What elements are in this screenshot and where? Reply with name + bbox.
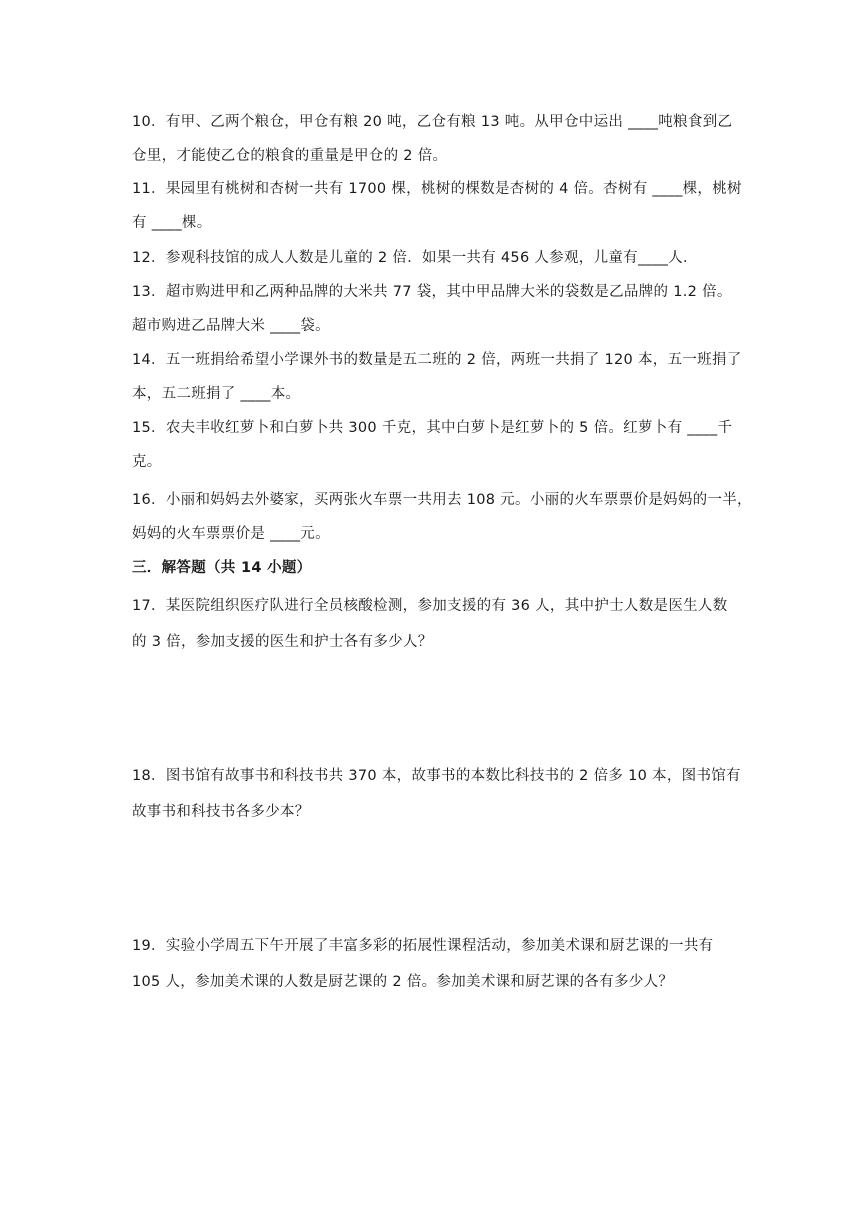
question-16-line-1: 16．小丽和妈妈去外婆家，买两张火车票一共用去 108 元。小丽的火车票票价是妈妈的一半， <box>132 492 752 508</box>
question-15-line-1: 15．农夫丰收红萝卜和白萝卜共 300 千克，其中白萝卜是红萝卜的 5 倍。红萝卜有 ____千 <box>132 420 733 436</box>
question-16-line-2: 妈妈的火车票票价是 ____元。 <box>132 526 330 542</box>
section-heading: 三．解答题（共 14 小题） <box>132 560 312 576</box>
question-11-line-1: 11．果园里有桃树和杏树一共有 1700 棵，桃树的棵数是杏树的 4 倍。杏树有 ____棵，桃树 <box>132 181 742 197</box>
question-10-line-1: 10．有甲、乙两个粮仓，甲仓有粮 20 吨，乙仓有粮 13 吨。从甲仓中运出 ____吨粮食到乙 <box>132 114 733 130</box>
question-14-line-1: 14．五一班捐给希望小学课外书的数量是五二班的 2 倍，两班一共捐了 120 本，五一班捐了 <box>132 352 742 368</box>
question-14-line-2: 本，五二班捐了 ____本。 <box>132 386 301 402</box>
question-19-line-2: 105 人，参加美术课的人数是厨艺课的 2 倍。参加美术课和厨艺课的各有多少人？ <box>132 974 674 990</box>
question-13-line-1: 13．超市购进甲和乙两种品牌的大米共 77 袋，其中甲品牌大米的袋数是乙品牌的 1.2 倍。 <box>132 284 732 300</box>
question-19-line-1: 19．实验小学周五下午开展了丰富多彩的拓展性课程活动，参加美术课和厨艺课的一共有 <box>132 938 714 954</box>
question-13-line-2: 超市购进乙品牌大米 ____袋。 <box>132 318 330 334</box>
question-11-line-2: 有 ____棵。 <box>132 215 212 231</box>
question-12-line-1: 12．参观科技馆的成人人数是儿童的 2 倍．如果一共有 456 人参观，儿童有____人． <box>132 250 698 266</box>
question-18-line-1: 18．图书馆有故事书和科技书共 370 本，故事书的本数比科技书的 2 倍多 10 本，图书馆有 <box>132 768 741 784</box>
question-17-line-2: 的 3 倍，参加支援的医生和护士各有多少人？ <box>132 634 433 650</box>
question-17-line-1: 17．某医院组织医疗队进行全员核酸检测，参加支援的有 36 人，其中护士人数是医生人数 <box>132 598 728 614</box>
question-15-line-2: 克。 <box>132 454 162 470</box>
question-10-line-2: 仓里，才能使乙仓的粮食的重量是甲仓的 2 倍。 <box>132 148 448 164</box>
question-18-line-2: 故事书和科技书各多少本？ <box>132 804 310 820</box>
